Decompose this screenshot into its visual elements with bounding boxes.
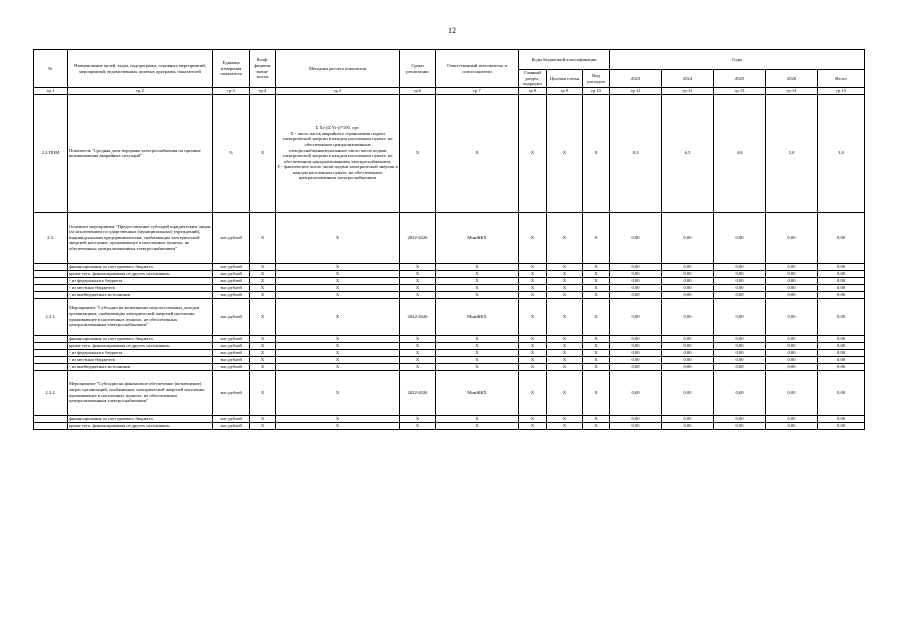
indicator-terms: X: [400, 94, 436, 212]
funding-value: 0,00: [714, 422, 766, 429]
header-code-expense: Вид расходов: [583, 70, 610, 88]
funding-value: 0,00: [766, 291, 818, 298]
funding-x: X: [276, 363, 400, 370]
measure-no: 2.3.: [34, 212, 68, 263]
funding-x: X: [519, 263, 547, 270]
funding-x: X: [250, 335, 276, 342]
funding-no: [34, 277, 68, 284]
funding-row: [34, 363, 865, 370]
header-method: Методика расчета показателя: [276, 50, 400, 88]
funding-source: кроме того, финансирования из других источников:: [68, 270, 213, 277]
measure-executor: МинЖКХ: [436, 370, 519, 415]
funding-x: X: [400, 291, 436, 298]
funding-value: 0,00: [662, 277, 714, 284]
header-name: Наименование целей, задач, подпрограмм, основных мероприятий, мероприятий, ведомственных целевых программ, показателей: [68, 50, 213, 88]
funding-no: [34, 422, 68, 429]
funding-value: 0,00: [662, 422, 714, 429]
funding-x: X: [276, 263, 400, 270]
funding-value: 0,00: [818, 277, 865, 284]
group-number: гр.15: [818, 88, 865, 95]
funding-value: 0,00: [818, 363, 865, 370]
funding-value: 0,00: [818, 342, 865, 349]
funding-x: X: [400, 277, 436, 284]
header-budget-codes: Коды бюджетной классификации: [519, 50, 610, 70]
measure-coef: X: [250, 370, 276, 415]
measure-value-2026: 0,00: [766, 212, 818, 263]
funding-value: 0,00: [766, 363, 818, 370]
funding-x: X: [583, 356, 610, 363]
funding-value: 0,00: [818, 422, 865, 429]
funding-row: [34, 277, 865, 284]
indicator-name: Показатель "Средняя доля перерыва электроснабжения по причине возникновения аварийных ситуаций": [68, 94, 213, 212]
measure-code-article: X: [547, 370, 583, 415]
measure-value-2025: 0,00: [714, 212, 766, 263]
funding-x: X: [276, 415, 400, 422]
funding-x: X: [583, 415, 610, 422]
funding-unit: тыс.рублей: [213, 356, 250, 363]
funding-value: 0,00: [818, 291, 865, 298]
funding-x: X: [276, 356, 400, 363]
indicator-value-2023: 8,3: [610, 94, 662, 212]
funding-x: X: [400, 335, 436, 342]
measure-code-section: X: [519, 298, 547, 335]
funding-no: [34, 263, 68, 270]
funding-x: X: [519, 335, 547, 342]
funding-value: 0,00: [714, 277, 766, 284]
funding-no: [34, 335, 68, 342]
funding-no: [34, 349, 68, 356]
funding-x: X: [583, 291, 610, 298]
funding-x: X: [519, 291, 547, 298]
measure-code-section: X: [519, 212, 547, 263]
group-number: гр.6: [400, 88, 436, 95]
funding-value: 0,00: [714, 356, 766, 363]
header-years: Годы: [610, 50, 865, 70]
funding-x: X: [276, 291, 400, 298]
funding-no: [34, 284, 68, 291]
funding-x: X: [436, 270, 519, 277]
measure-terms: 2022-2026: [400, 370, 436, 415]
funding-x: X: [250, 422, 276, 429]
funding-value: 0,00: [662, 415, 714, 422]
funding-value: 0,00: [714, 342, 766, 349]
funding-source: финансирования за счет краевого бюджета: [68, 415, 213, 422]
funding-x: X: [583, 422, 610, 429]
funding-value: 0,00: [662, 291, 714, 298]
funding-unit: тыс.рублей: [213, 277, 250, 284]
funding-x: X: [250, 349, 276, 356]
funding-x: X: [400, 356, 436, 363]
page-number: 12: [448, 26, 456, 35]
funding-unit: тыс.рублей: [213, 335, 250, 342]
funding-x: X: [519, 277, 547, 284]
funding-no: [34, 356, 68, 363]
funding-value: 0,00: [818, 415, 865, 422]
measure-unit: тыс.рублей: [213, 370, 250, 415]
funding-value: 0,00: [610, 356, 662, 363]
indicator-no: 2.2.ПОМ: [34, 94, 68, 212]
measure-total: 0,00: [818, 212, 865, 263]
funding-x: X: [583, 263, 610, 270]
funding-x: X: [400, 263, 436, 270]
funding-x: X: [400, 363, 436, 370]
funding-source: - из внебюджетных источников: [68, 363, 213, 370]
funding-value: 0,00: [766, 349, 818, 356]
measure-row: [34, 212, 865, 263]
measure-code-article: X: [547, 212, 583, 263]
funding-x: X: [519, 270, 547, 277]
funding-value: 0,00: [818, 349, 865, 356]
measure-row: [34, 298, 865, 335]
funding-unit: тыс.рублей: [213, 349, 250, 356]
measure-method: X: [276, 298, 400, 335]
measure-terms: 2022-2026: [400, 298, 436, 335]
header-year-2025: 2025: [714, 70, 766, 88]
measure-code-expense: X: [583, 370, 610, 415]
funding-x: X: [400, 342, 436, 349]
measure-coef: X: [250, 212, 276, 263]
funding-row: [34, 349, 865, 356]
measure-code-expense: X: [583, 298, 610, 335]
measure-name: Основное мероприятие "Предоставление субсидий юридическим лицам (за исключением государственных (муниципальных) учреждений), индивидуальным предпринимателям, снабжающим электрической энергией население, проживающее в населенных пунктах, не обеспеченных централизованным электроснабжением": [68, 212, 213, 263]
funding-x: X: [436, 415, 519, 422]
funding-value: 0,00: [662, 270, 714, 277]
funding-x: X: [250, 270, 276, 277]
funding-no: [34, 415, 68, 422]
funding-value: 0,00: [610, 291, 662, 298]
indicator-value-2024: 6,5: [662, 94, 714, 212]
funding-value: 0,00: [766, 342, 818, 349]
funding-x: X: [250, 277, 276, 284]
measure-code-article: X: [547, 298, 583, 335]
group-numbers-row: [34, 88, 865, 95]
funding-x: X: [250, 263, 276, 270]
funding-value: 0,00: [610, 342, 662, 349]
indicator-code-article: X: [547, 94, 583, 212]
measure-value-2026: 0,00: [766, 298, 818, 335]
funding-value: 0,00: [610, 263, 662, 270]
indicator-value-2025: 4,8: [714, 94, 766, 212]
funding-x: X: [436, 291, 519, 298]
header-no: №: [34, 50, 68, 88]
group-number: гр.11: [610, 88, 662, 95]
funding-value: 0,00: [662, 263, 714, 270]
header-terms: Сроки реализации: [400, 50, 436, 88]
funding-row: [34, 263, 865, 270]
funding-x: X: [519, 284, 547, 291]
funding-x: X: [250, 342, 276, 349]
group-number: гр.10: [583, 88, 610, 95]
measure-value-2023: 0,00: [610, 298, 662, 335]
funding-x: X: [400, 422, 436, 429]
group-number: гр.3: [213, 88, 250, 95]
funding-value: 0,00: [818, 356, 865, 363]
funding-x: X: [519, 349, 547, 356]
funding-x: X: [547, 270, 583, 277]
funding-x: X: [583, 270, 610, 277]
funding-x: X: [583, 277, 610, 284]
funding-no: [34, 363, 68, 370]
funding-row: [34, 422, 865, 429]
header-code-section: Главный раздел, подраздел: [519, 70, 547, 88]
measure-value-2025: 0,00: [714, 370, 766, 415]
funding-value: 0,00: [610, 284, 662, 291]
group-number: гр.5: [276, 88, 400, 95]
funding-x: X: [547, 415, 583, 422]
funding-x: X: [436, 277, 519, 284]
funding-row: [34, 270, 865, 277]
funding-unit: тыс.рублей: [213, 342, 250, 349]
funding-x: X: [547, 284, 583, 291]
measure-total: 0,00: [818, 370, 865, 415]
measure-name: Мероприятие "Субсидии на возмещение недополученных доходов организациям, снабжающим электрической энергией население, проживающее в населенных пунктах, не обеспеченных централизованным электроснабжением": [68, 298, 213, 335]
funding-value: 0,00: [610, 363, 662, 370]
funding-source: - из местных бюджетов: [68, 356, 213, 363]
funding-value: 0,00: [662, 284, 714, 291]
funding-x: X: [519, 342, 547, 349]
header-total: Итого: [818, 70, 865, 88]
measure-value-2024: 0,00: [662, 298, 714, 335]
funding-source: кроме того, финансирования из других источников:: [68, 422, 213, 429]
funding-source: - из местных бюджетов: [68, 284, 213, 291]
funding-x: X: [519, 422, 547, 429]
header-coef: Коэф- фициент значи- мости: [250, 50, 276, 88]
funding-x: X: [276, 342, 400, 349]
funding-unit: тыс.рублей: [213, 284, 250, 291]
measure-unit: тыс.рублей: [213, 298, 250, 335]
funding-unit: тыс.рублей: [213, 422, 250, 429]
funding-x: X: [519, 415, 547, 422]
indicator-code-expense: X: [583, 94, 610, 212]
funding-source: финансирования за счет краевого бюджета: [68, 335, 213, 342]
funding-value: 0,00: [714, 284, 766, 291]
funding-unit: тыс.рублей: [213, 270, 250, 277]
funding-no: [34, 291, 68, 298]
funding-value: 0,00: [766, 270, 818, 277]
funding-x: X: [250, 356, 276, 363]
indicator-code-section: X: [519, 94, 547, 212]
funding-value: 0,00: [818, 335, 865, 342]
header-code-article: Целевая статья: [547, 70, 583, 88]
group-number: гр.4: [250, 88, 276, 95]
measure-code-expense: X: [583, 212, 610, 263]
funding-source: - из федерального бюджета: [68, 349, 213, 356]
measure-method: X: [276, 212, 400, 263]
funding-source: кроме того, финансирования из других источников:: [68, 342, 213, 349]
header-row-1: [34, 50, 865, 70]
funding-x: X: [250, 284, 276, 291]
funding-x: X: [436, 363, 519, 370]
funding-value: 0,00: [662, 342, 714, 349]
funding-value: 0,00: [662, 349, 714, 356]
funding-x: X: [276, 335, 400, 342]
funding-x: X: [276, 284, 400, 291]
funding-x: X: [436, 349, 519, 356]
funding-x: X: [583, 284, 610, 291]
group-number: гр.12: [662, 88, 714, 95]
header-unit: Единица измерения показателя: [213, 50, 250, 88]
funding-value: 0,00: [818, 284, 865, 291]
measure-value-2026: 0,00: [766, 370, 818, 415]
funding-value: 0,00: [610, 277, 662, 284]
measure-method: X: [276, 370, 400, 415]
measure-row: [34, 370, 865, 415]
funding-x: X: [436, 342, 519, 349]
funding-no: [34, 342, 68, 349]
group-number: гр.9: [547, 88, 583, 95]
funding-value: 0,00: [610, 349, 662, 356]
funding-x: X: [400, 415, 436, 422]
header-executor: Ответственный исполнитель и соисполнители: [436, 50, 519, 88]
funding-x: X: [583, 335, 610, 342]
measure-value-2023: 0,00: [610, 370, 662, 415]
funding-value: 0,00: [766, 284, 818, 291]
funding-unit: тыс.рублей: [213, 363, 250, 370]
funding-x: X: [436, 335, 519, 342]
funding-value: 0,00: [766, 263, 818, 270]
indicator-method: Σ Xi-j/Σ Yi-j)*100, где: X - число часов аварийного ограничения подачи электрической энергии в каждом населенном пункте, не обеспеченном централизованным электроснабжениемуказанное число часов подачи электрической энергии в каждом населенном пункте, не обеспеченном централизованным электроснабжением; Y - фактическое число часов подачи электрической энергии в каждом населенном пункте, не обеспеченном централизованным электроснабжением: [276, 94, 400, 212]
funding-value: 0,00: [714, 270, 766, 277]
funding-value: 0,00: [610, 335, 662, 342]
indicators-table: [33, 49, 865, 430]
measure-total: 0,00: [818, 298, 865, 335]
funding-value: 0,00: [714, 335, 766, 342]
funding-x: X: [276, 270, 400, 277]
funding-value: 0,00: [766, 335, 818, 342]
funding-value: 0,00: [714, 291, 766, 298]
funding-x: X: [519, 356, 547, 363]
funding-x: X: [436, 356, 519, 363]
funding-value: 0,00: [766, 415, 818, 422]
group-number: гр.1: [34, 88, 68, 95]
header-year-2026: 2026: [766, 70, 818, 88]
measure-unit: тыс.рублей: [213, 212, 250, 263]
funding-value: 0,00: [662, 356, 714, 363]
indicator-coef: X: [250, 94, 276, 212]
funding-x: X: [276, 277, 400, 284]
funding-value: 0,00: [766, 422, 818, 429]
funding-x: X: [547, 277, 583, 284]
funding-no: [34, 270, 68, 277]
measure-no: 2.3.1.: [34, 298, 68, 335]
funding-x: X: [276, 349, 400, 356]
measure-value-2024: 0,00: [662, 370, 714, 415]
funding-unit: тыс.рублей: [213, 415, 250, 422]
funding-x: X: [250, 415, 276, 422]
funding-value: 0,00: [818, 270, 865, 277]
group-number: гр.14: [766, 88, 818, 95]
group-number: гр.13: [714, 88, 766, 95]
funding-row: [34, 284, 865, 291]
funding-x: X: [583, 349, 610, 356]
funding-x: X: [250, 363, 276, 370]
funding-value: 0,00: [714, 363, 766, 370]
funding-value: 0,00: [610, 270, 662, 277]
indicator-value-2026: 3,0: [766, 94, 818, 212]
indicator-total: 3,0: [818, 94, 865, 212]
funding-x: X: [250, 291, 276, 298]
funding-value: 0,00: [818, 263, 865, 270]
group-number: гр.8: [519, 88, 547, 95]
funding-x: X: [547, 363, 583, 370]
funding-x: X: [400, 349, 436, 356]
measure-value-2024: 0,00: [662, 212, 714, 263]
measure-name: Мероприятие "Субсидии на финансовое обеспечение (возмещение) затрат организаций, снабжающих электрической энергией население, проживающее в населенных пунктах, не обеспеченных централизованным электроснабжением": [68, 370, 213, 415]
indicator-row: [34, 94, 865, 212]
funding-value: 0,00: [610, 422, 662, 429]
measure-terms: 2022-2026: [400, 212, 436, 263]
funding-x: X: [436, 422, 519, 429]
funding-value: 0,00: [662, 363, 714, 370]
measure-no: 2.3.2.: [34, 370, 68, 415]
measure-executor: МинЖКХ: [436, 298, 519, 335]
funding-value: 0,00: [662, 335, 714, 342]
funding-source: - из федерального бюджета: [68, 277, 213, 284]
funding-row: [34, 356, 865, 363]
indicator-executor: X: [436, 94, 519, 212]
funding-x: X: [400, 270, 436, 277]
funding-value: 0,00: [766, 356, 818, 363]
funding-x: X: [547, 349, 583, 356]
header-year-2023: 2023: [610, 70, 662, 88]
measure-coef: X: [250, 298, 276, 335]
funding-row: [34, 415, 865, 422]
group-number: гр.7: [436, 88, 519, 95]
funding-x: X: [547, 342, 583, 349]
funding-unit: тыс.рублей: [213, 263, 250, 270]
measure-value-2025: 0,00: [714, 298, 766, 335]
funding-row: [34, 335, 865, 342]
indicator-unit: %: [213, 94, 250, 212]
funding-value: 0,00: [714, 415, 766, 422]
funding-unit: тыс.рублей: [213, 291, 250, 298]
measure-value-2023: 0,00: [610, 212, 662, 263]
funding-x: X: [583, 363, 610, 370]
funding-x: X: [436, 263, 519, 270]
funding-source: - из внебюджетных источников: [68, 291, 213, 298]
measure-code-section: X: [519, 370, 547, 415]
measure-executor: МинЖКХ: [436, 212, 519, 263]
funding-x: X: [519, 363, 547, 370]
funding-value: 0,00: [714, 349, 766, 356]
funding-x: X: [547, 422, 583, 429]
funding-x: X: [547, 335, 583, 342]
funding-value: 0,00: [610, 415, 662, 422]
group-number: гр.2: [68, 88, 213, 95]
funding-source: финансирования за счет краевого бюджета: [68, 263, 213, 270]
funding-x: X: [547, 263, 583, 270]
funding-value: 0,00: [714, 263, 766, 270]
header-year-2024: 2024: [662, 70, 714, 88]
funding-x: X: [583, 342, 610, 349]
funding-x: X: [276, 422, 400, 429]
funding-x: X: [436, 284, 519, 291]
funding-x: X: [400, 284, 436, 291]
funding-x: X: [547, 356, 583, 363]
funding-row: [34, 291, 865, 298]
funding-row: [34, 342, 865, 349]
funding-x: X: [547, 291, 583, 298]
funding-value: 0,00: [766, 277, 818, 284]
